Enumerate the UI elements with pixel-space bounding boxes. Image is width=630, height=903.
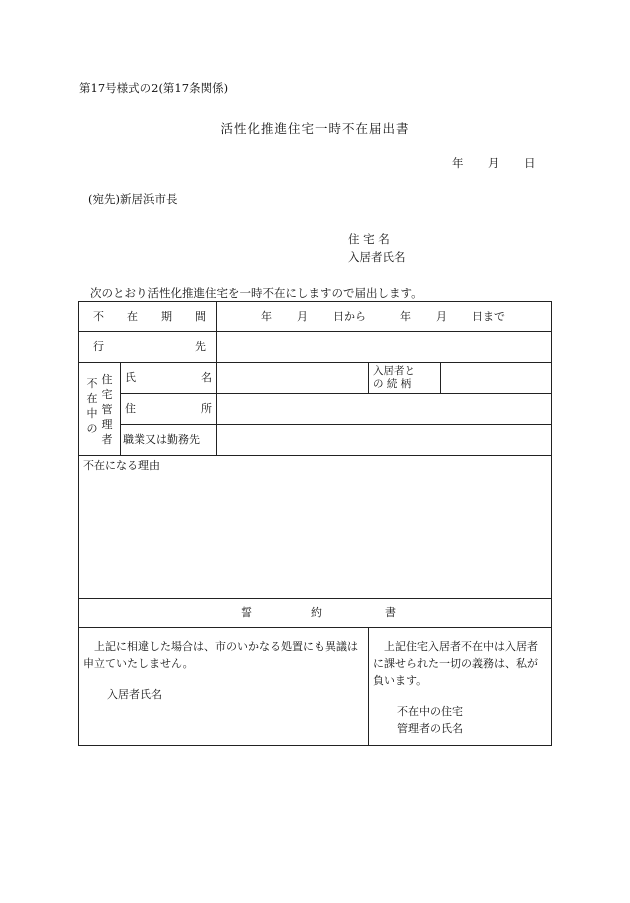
pledge-title-row [79, 599, 552, 628]
relation-label-cell: 入居者と の 続 柄 [369, 363, 441, 394]
pledge-right-text: 上記住宅入居者不在中は入居者に課せられた一切の義務は、私が負います。 [373, 640, 538, 687]
name-input-cell[interactable] [217, 363, 369, 394]
date-year-label: 年 [452, 156, 464, 170]
destination-input-cell[interactable] [217, 332, 552, 363]
caretaker-group-label: 不 在 中 の 住 宅 管 理 者 [79, 363, 121, 456]
period-input-cell[interactable]: 年 月 日から 年 月 日まで [217, 302, 552, 332]
pledge-left-signer: 入居者氏名 [107, 688, 162, 701]
pledge-right-cell [369, 628, 552, 746]
pledge-title-cell: 誓 約 書 [79, 599, 552, 628]
pledge-left-text: 上記に相違した場合は、市のいかなる処置にも異議は申立ていたしません。 [83, 640, 358, 670]
resident-name-label: 入居者氏名 [348, 250, 406, 264]
address-input-cell[interactable] [217, 394, 552, 425]
destination-label-cell: 行 先 [79, 332, 217, 363]
period-row [79, 302, 552, 332]
caretaker-address-row [79, 394, 552, 425]
notification-table [78, 301, 552, 746]
date-day-label: 日 [524, 156, 536, 170]
caretaker-occupation-row [79, 425, 552, 456]
period-label-cell: 不 在 期 間 [79, 302, 217, 332]
form-number: 第17号様式の2(第17条関係) [79, 81, 229, 95]
house-name-label: 住 宅 名 [348, 232, 390, 246]
caretaker-name-row [79, 363, 552, 394]
relation-input-cell[interactable] [441, 363, 552, 394]
pledge-left-cell [79, 628, 369, 746]
intro-text: 次のとおり活性化推進住宅を一時不在にしますので届出します。 [90, 286, 423, 300]
pledge-right-signer: 不在中の住宅 管理者の氏名 [397, 705, 463, 735]
occupation-label-cell: 職業又は勤務先 [121, 425, 217, 456]
name-label-cell: 氏 名 [121, 363, 217, 394]
destination-row [79, 332, 552, 363]
address-label-cell: 住 所 [121, 394, 217, 425]
reason-cell[interactable] [79, 456, 552, 599]
date-month-label: 月 [488, 156, 500, 170]
pledge-body-row [79, 628, 552, 746]
addressee: (宛先)新居浜市長 [88, 192, 178, 206]
reason-label: 不在になる理由 [83, 459, 160, 472]
occupation-input-cell[interactable] [217, 425, 552, 456]
reason-row [79, 456, 552, 599]
document-title: 活性化推進住宅一時不在届出書 [220, 121, 410, 136]
